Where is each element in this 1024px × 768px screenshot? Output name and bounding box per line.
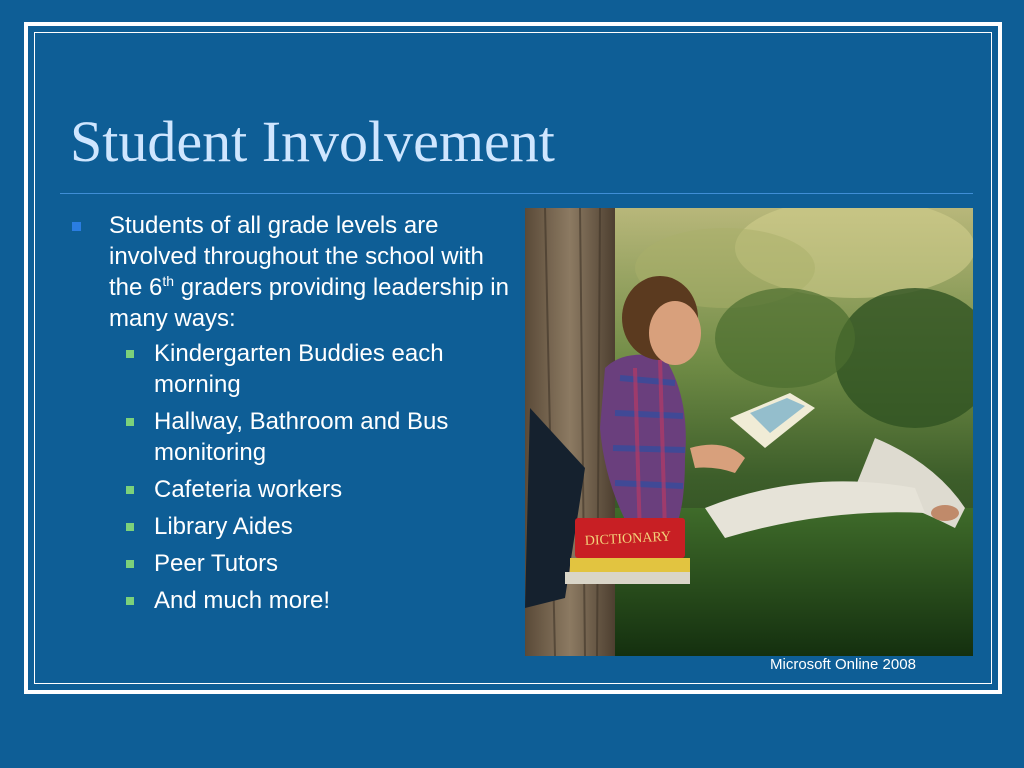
title-divider xyxy=(60,193,973,194)
square-bullet-icon xyxy=(126,486,134,494)
main-bullet-text-end: graders providing leadership in many ways: xyxy=(109,274,509,332)
sub-bullet-text: Kindergarten Buddies each morning xyxy=(154,340,444,398)
sub-bullet-text: Hallway, Bathroom and Bus monitoring xyxy=(154,408,449,466)
sub-bullet-item xyxy=(72,474,512,505)
sub-bullet-item xyxy=(72,406,512,468)
square-bullet-icon xyxy=(72,222,81,231)
sub-bullet-item xyxy=(72,511,512,542)
main-bullet-text-start: Students of all grade levels are involved throughout the school with the 6 xyxy=(109,212,484,301)
square-bullet-icon xyxy=(126,350,134,358)
bullet-list xyxy=(72,210,512,622)
sub-bullet-text: Library Aides xyxy=(154,513,293,540)
dictionary-book-label: DICTIONARY xyxy=(584,529,672,549)
sub-bullet-text: And much more! xyxy=(154,587,331,614)
sub-bullet-list xyxy=(72,338,512,616)
main-bullet xyxy=(72,210,512,334)
photo-illustration xyxy=(525,208,973,656)
square-bullet-icon xyxy=(126,523,134,531)
sub-bullet-item xyxy=(72,548,512,579)
slide-title: Student Involvement xyxy=(70,109,555,174)
photo-credit: Microsoft Online 2008 xyxy=(770,656,916,673)
sub-bullet-text: Cafeteria workers xyxy=(154,476,343,503)
ordinal-superscript: th xyxy=(162,273,175,289)
square-bullet-icon xyxy=(126,597,134,605)
sub-bullet-text: Peer Tutors xyxy=(154,550,279,577)
square-bullet-icon xyxy=(126,418,134,426)
square-bullet-icon xyxy=(126,560,134,568)
student-reading-photo xyxy=(525,208,973,656)
sub-bullet-item xyxy=(72,338,512,400)
sub-bullet-item xyxy=(72,585,512,616)
